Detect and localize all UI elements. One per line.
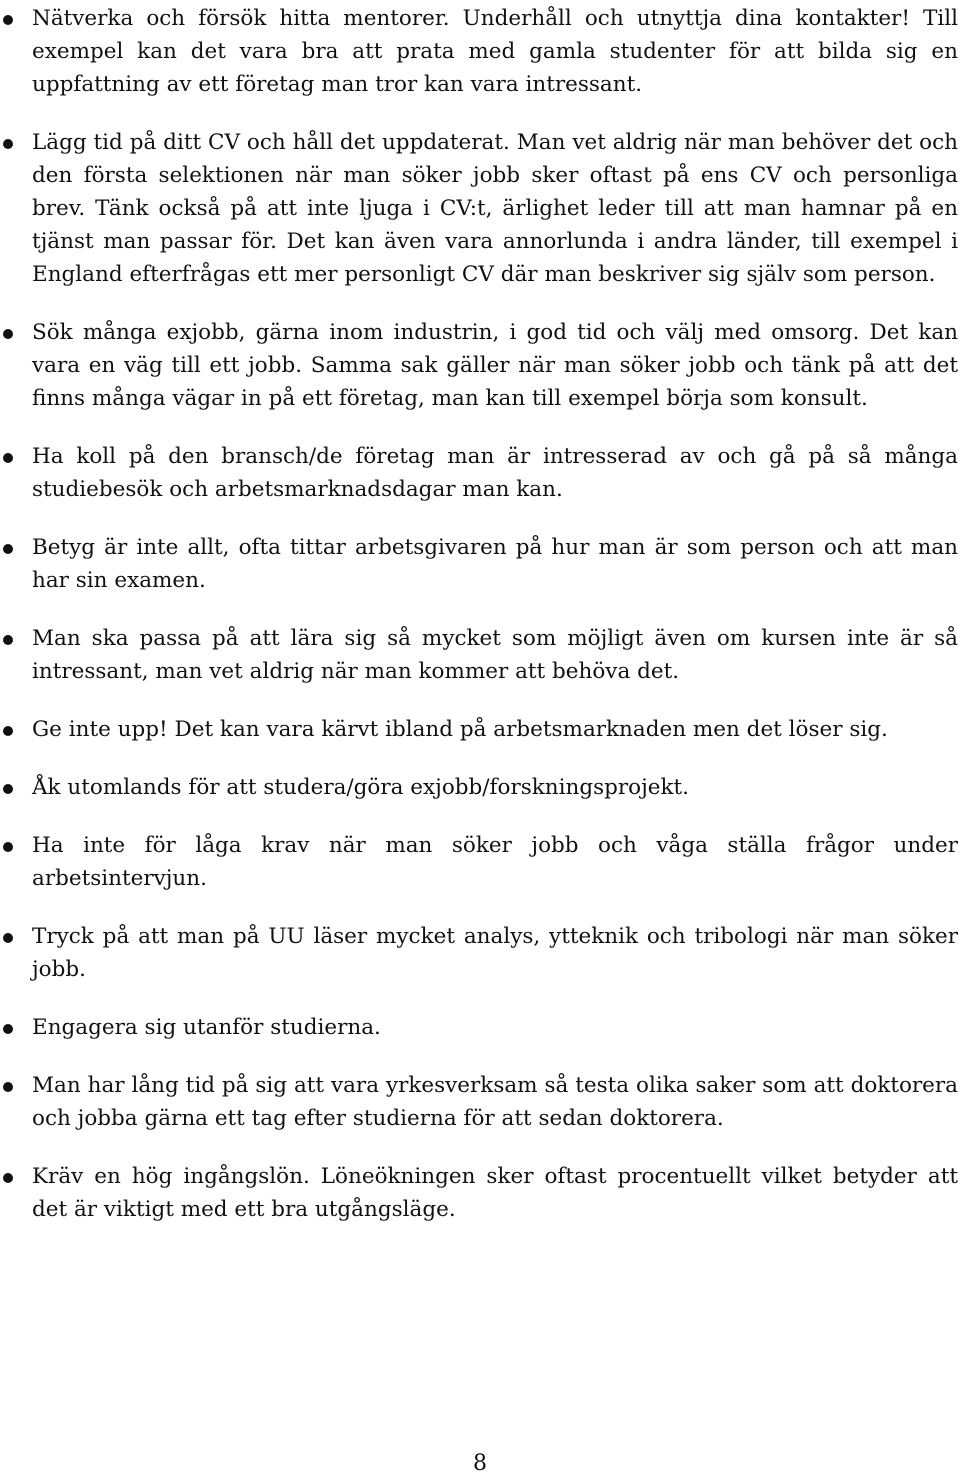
bullet-icon bbox=[3, 544, 13, 554]
bullet-icon bbox=[3, 1082, 13, 1092]
list-item bbox=[0, 771, 960, 804]
list-item-text: Engagera sig utanför studierna. bbox=[32, 1015, 381, 1040]
list-item-text: Betyg är inte allt, ofta tittar arbetsgivaren på hur man är som person och att man har sin examen. bbox=[32, 535, 958, 593]
bullet-icon bbox=[3, 1173, 13, 1183]
list-item bbox=[0, 531, 960, 597]
list-item-text: Man ska passa på att lära sig så mycket som möjligt även om kursen inte är så intressant, man vet aldrig när man kommer att behöva det. bbox=[32, 626, 958, 684]
list-item-text: Tryck på att man på UU läser mycket analys, ytteknik och tribologi när man söker jobb. bbox=[32, 924, 958, 982]
list-item bbox=[0, 316, 960, 415]
list-item bbox=[0, 440, 960, 506]
list-item bbox=[0, 713, 960, 746]
list-item-text: Man har lång tid på sig att vara yrkesverksam så testa olika saker som att doktorera och jobba gärna ett tag efter studierna för att sedan doktorera. bbox=[32, 1073, 958, 1131]
bullet-icon bbox=[3, 726, 13, 736]
list-item-text: Kräv en hög ingångslön. Löneökningen sker oftast procentuellt vilket betyder att det är viktigt med ett bra utgångsläge. bbox=[32, 1164, 958, 1222]
list-item-text: Ha inte för låga krav när man söker jobb och våga ställa frågor under arbetsintervjun. bbox=[32, 833, 958, 891]
list-item bbox=[0, 126, 960, 291]
list-item bbox=[0, 1011, 960, 1044]
list-item bbox=[0, 829, 960, 895]
bullet-icon bbox=[3, 453, 13, 463]
list-item bbox=[0, 1069, 960, 1135]
list-item-text: Sök många exjobb, gärna inom industrin, i god tid och välj med omsorg. Det kan vara en väg till ett jobb. Samma sak gäller när man söker jobb och tänk på att det finns många vägar in på ett företag, man kan till exempel börja som konsult. bbox=[32, 320, 958, 411]
bullet-icon bbox=[3, 1024, 13, 1034]
list-item-text: Ha koll på den bransch/de företag man är intresserad av och gå på så många studiebesök och arbetsmarknadsdagar man kan. bbox=[32, 444, 958, 502]
list-item-text: Nätverka och försök hitta mentorer. Underhåll och utnyttja dina kontakter! Till exempel kan det vara bra att prata med gamla studenter för att bilda sig en uppfattning av ett företag man tror kan vara intressant. bbox=[32, 6, 958, 97]
bullet-icon bbox=[3, 329, 13, 339]
list-item-text: Ge inte upp! Det kan vara kärvt ibland på arbetsmarknaden men det löser sig. bbox=[32, 717, 888, 742]
list-item bbox=[0, 2, 960, 101]
list-item bbox=[0, 1160, 960, 1226]
bullet-icon bbox=[3, 635, 13, 645]
bullet-icon bbox=[3, 842, 13, 852]
bullet-icon bbox=[3, 784, 13, 794]
bullet-icon bbox=[3, 933, 13, 943]
bullet-icon bbox=[3, 15, 13, 25]
bullet-icon bbox=[3, 139, 13, 149]
list-item-text: Åk utomlands för att studera/göra exjobb/forskningsprojekt. bbox=[32, 775, 690, 800]
advice-bullet-list bbox=[0, 2, 960, 1251]
page-number: 8 bbox=[473, 1451, 487, 1476]
list-item bbox=[0, 622, 960, 688]
list-item bbox=[0, 920, 960, 986]
list-item-text: Lägg tid på ditt CV och håll det uppdaterat. Man vet aldrig när man behöver det och den första selektionen när man söker jobb sker oftast på ens CV och personliga brev. Tänk också på att inte ljuga i CV:t, ärlighet leder till att man hamnar på en tjänst man passar för. Det kan även vara annorlunda i andra länder, till exempel i England efterfrågas ett mer personligt CV där man beskriver sig själv som person. bbox=[32, 130, 958, 287]
